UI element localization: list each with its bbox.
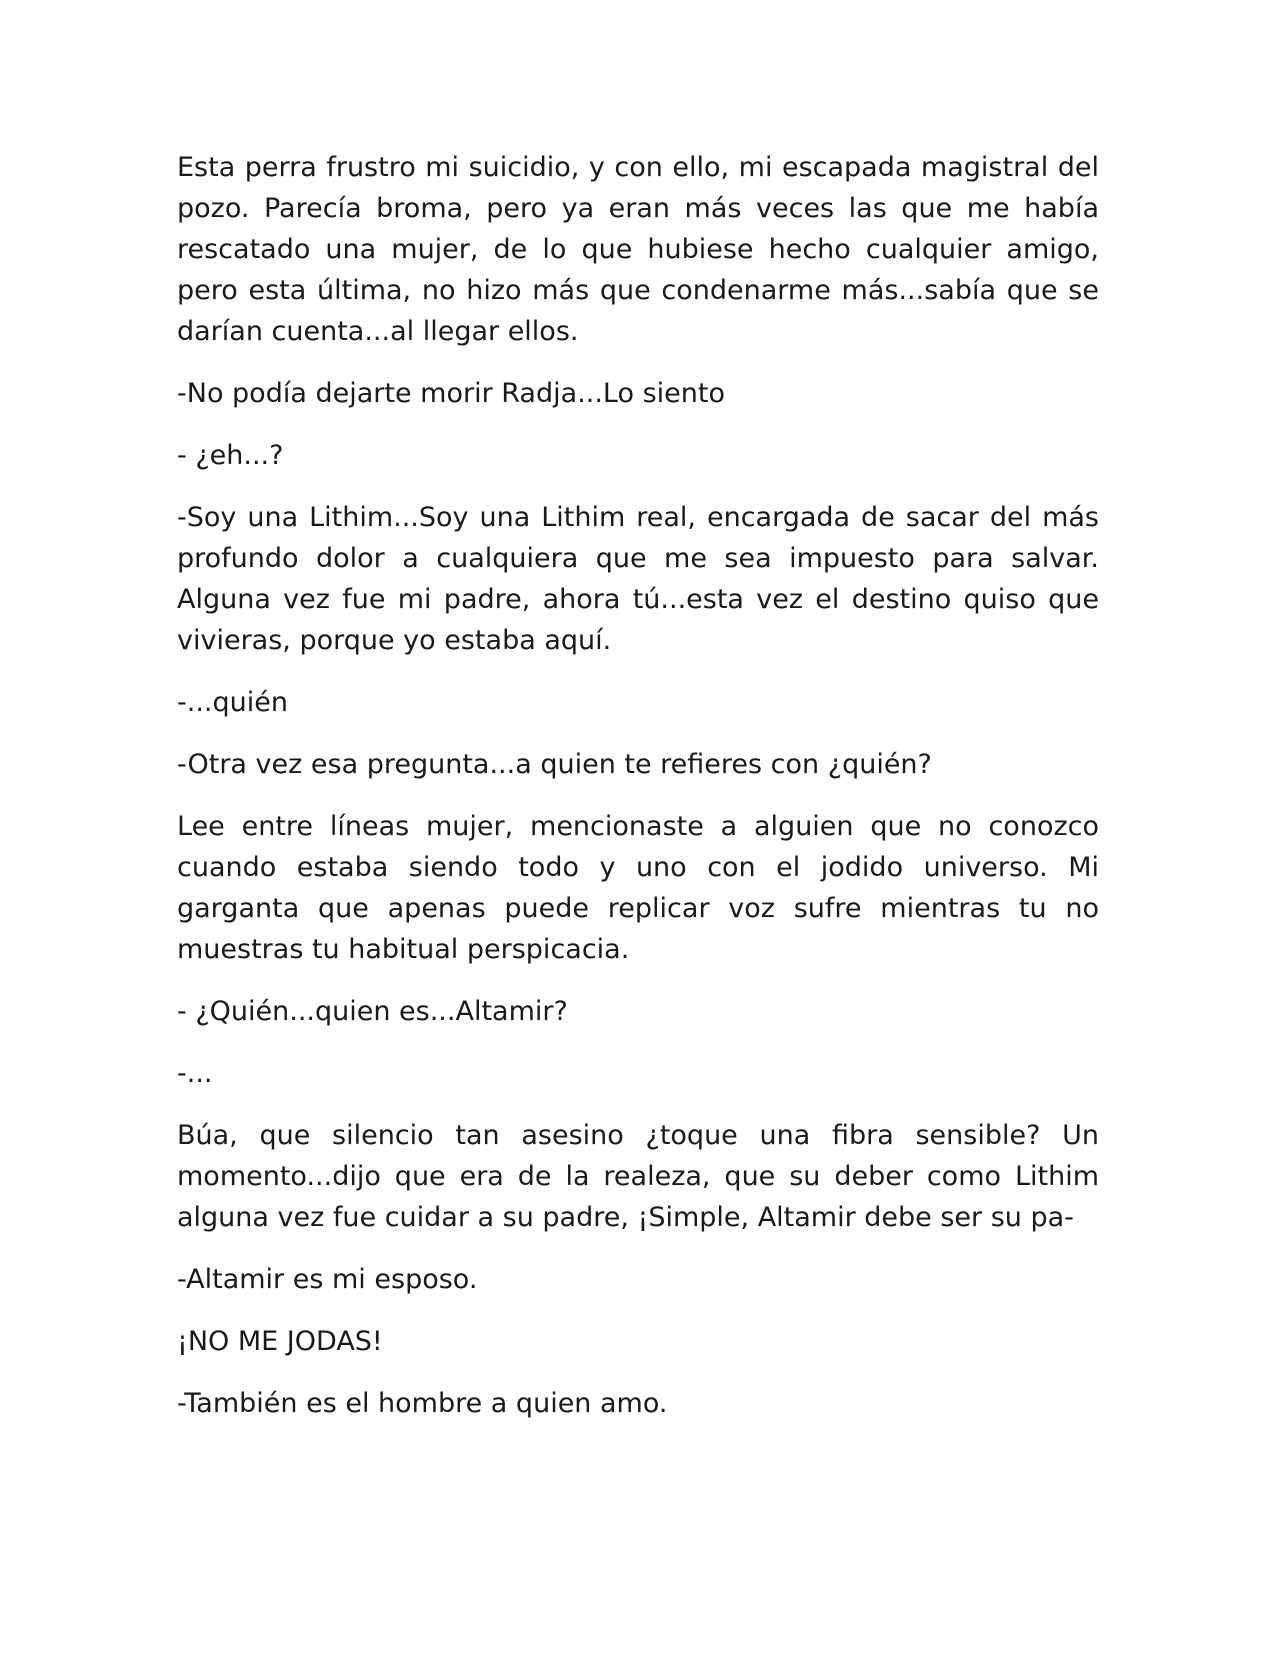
dialogue-line: -Altamir es mi esposo. — [177, 1264, 478, 1295]
dialogue-line: -No podía dejarte morir Radja...Lo siento — [177, 378, 725, 409]
dialogue-line: -También es el hombre a quien amo. — [177, 1388, 668, 1419]
narration-paragraph: Lee entre líneas mujer, mencionaste a alguien que no conozco cuando estaba siendo todo y uno con el jodido universo. Mi garganta que apenas puede replicar voz sufre mientras tu no muestras tu habitual perspicacia. — [177, 811, 1099, 965]
dialogue-line: -...quién — [177, 687, 288, 718]
dialogue-line: -... — [177, 1058, 213, 1089]
narration-exclamation: ¡NO ME JODAS! — [177, 1326, 383, 1357]
narration-paragraph: Esta perra frustro mi suicidio, y con ello, mi escapada magistral del pozo. Parecía broma, pero ya eran más veces las que me había rescatado una mujer, de lo que hubiese hecho cualquier amigo, pero esta última, no hizo más que condenarme más...sabía que se darían cuenta...al llegar ellos. — [177, 152, 1099, 347]
dialogue-line: - ¿eh...? — [177, 440, 284, 471]
dialogue-line: - ¿Quién...quien es...Altamir? — [177, 996, 568, 1027]
dialogue-paragraph: -Soy una Lithim...Soy una Lithim real, encargada de sacar del más profundo dolor a cualquiera que me sea impuesto para salvar. Alguna vez fue mi padre, ahora tú...esta vez el destino quiso que vivieras, porque yo estaba aquí. — [177, 502, 1099, 656]
document-body — [177, 147, 1099, 1445]
dialogue-line: -Otra vez esa pregunta...a quien te refieres con ¿quién? — [177, 749, 932, 780]
narration-paragraph: Búa, que silencio tan asesino ¿toque una fibra sensible? Un momento...dijo que era de la realeza, que su deber como Lithim alguna vez fue cuidar a su padre, ¡Simple, Altamir debe ser su pa- — [177, 1120, 1099, 1233]
